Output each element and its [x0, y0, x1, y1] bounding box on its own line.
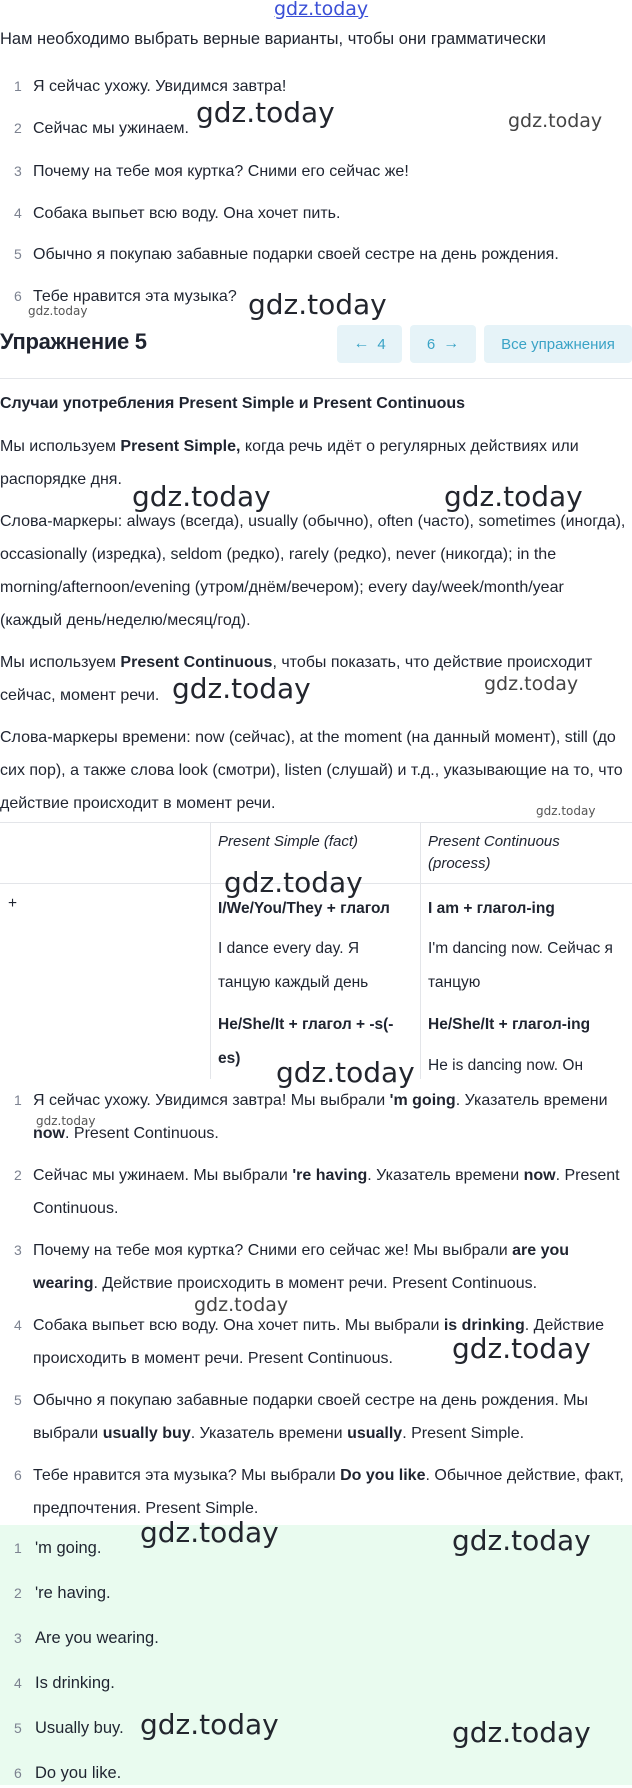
item-number: 2 — [14, 120, 22, 136]
answer-highlight: 're having — [292, 1167, 368, 1184]
text-fragment: . Указатель времени — [367, 1167, 524, 1184]
watermark: gdz.today — [444, 480, 583, 513]
item-number: 1 — [14, 1540, 22, 1556]
text-fragment: Обычно я покупаю забавные подарки своей сестре на день рождения. Мы выбрали — [33, 1392, 589, 1442]
text-fragment: Почему на тебе моя куртка? Сними его сейчас же! Мы выбрали — [33, 1242, 513, 1259]
watermark: gdz.today — [140, 1708, 279, 1741]
theory-heading: Случаи употребления Present Simple и Present Continuous — [0, 395, 466, 412]
item-number: 1 — [14, 1092, 22, 1108]
short-answers-panel — [0, 1525, 632, 1785]
text-fragment: . Present Continuous. — [65, 1125, 219, 1142]
answer-highlight: usually buy — [102, 1425, 191, 1442]
watermark: gdz.today — [36, 1114, 96, 1128]
text-fragment: . Указатель времени — [455, 1092, 608, 1109]
table-row-sign: + — [8, 895, 18, 912]
item-text: 'm going. — [35, 1539, 102, 1557]
item-number: 6 — [14, 1765, 22, 1781]
watermark: gdz.today — [484, 673, 579, 695]
text-fragment: Мы используем — [0, 654, 121, 671]
theory-markers-continuous: Слова-маркеры времени: now (сейчас), at the moment (на данный момент), still (до сих пор), а также слова look (смотри), listen (слушай) и т.д., указывающие на то, что действие происходит в момент речи. — [0, 729, 623, 812]
item-number: 1 — [14, 78, 22, 94]
watermark: gdz.today — [452, 1524, 591, 1557]
text-fragment: , чтобы показать, что действие происходит сейчас, момент речи. — [0, 654, 593, 704]
item-text: Usually buy. — [35, 1719, 124, 1737]
term-present-simple: Present Simple, — [120, 438, 241, 455]
table-cell: I dance every day. Я танцую каждый день — [218, 940, 369, 991]
item-text — [33, 1384, 626, 1450]
all-exercises-label: Все упражнения — [501, 335, 615, 353]
table-cell: He is dancing now. Он — [428, 1057, 584, 1074]
item-text: Тебе нравится эта музыка? — [33, 288, 237, 305]
item-text — [33, 1459, 626, 1525]
divider — [0, 378, 632, 379]
next-exercise-button[interactable] — [410, 325, 476, 363]
watermark: gdz.today — [248, 288, 387, 321]
table-cell: I am + глагол-ing — [428, 900, 555, 917]
item-number: 6 — [14, 288, 22, 304]
item-number: 3 — [14, 1630, 22, 1646]
arrow-right-icon: → — [443, 335, 460, 352]
text-fragment: . Present Simple. — [402, 1425, 525, 1442]
watermark: gdz.today — [452, 1716, 591, 1749]
item-number: 4 — [14, 1317, 22, 1333]
item-text: Сейчас мы ужинаем. — [33, 120, 189, 137]
theory-paragraph — [0, 430, 628, 496]
watermark: gdz.today — [194, 1294, 289, 1316]
watermark: gdz.today — [276, 1056, 415, 1089]
all-exercises-button[interactable] — [484, 325, 632, 363]
table-row-divider — [0, 883, 632, 884]
text-fragment: Сейчас мы ужинаем. Мы выбрали — [33, 1167, 293, 1184]
item-text: Do you like. — [35, 1764, 122, 1782]
watermark: gdz.today — [452, 1332, 591, 1365]
answer-highlight: usually — [347, 1425, 403, 1442]
answer-highlight: is drinking — [443, 1317, 525, 1334]
table-cell: I/We/You/They + глагол — [218, 900, 390, 917]
text-fragment: Мы используем — [0, 438, 121, 455]
table-cell: He/She/It + глагол-ing — [428, 1016, 591, 1033]
text-fragment: . Действие происходить в момент речи. Present Continuous. — [33, 1317, 604, 1367]
text-fragment: . Present Continuous. — [33, 1167, 620, 1217]
item-number: 5 — [14, 1720, 22, 1736]
task-instruction: Нам необходимо выбрать верные варианты, чтобы они грамматически — [0, 30, 546, 48]
item-text — [33, 1234, 626, 1300]
answer-highlight: 'm going — [389, 1092, 456, 1109]
item-text: 're having. — [35, 1584, 111, 1602]
item-number: 5 — [14, 1392, 22, 1408]
watermark: gdz.today — [132, 480, 271, 513]
answer-highlight: Do you like — [340, 1467, 426, 1484]
item-number: 4 — [14, 205, 22, 221]
theory-markers-simple: Слова-маркеры: always (всегда), usually (обычно), often (часто), sometimes (иногда), occasionally (изредка), seldom (редко), rarely (редко), never (никогда); in the morning/afternoon/evening (утром/днём/вечером); every day/week/month/year (каждый день/неделю/месяц/год). — [0, 513, 626, 629]
exercise-title: Упражнение 5 — [0, 329, 147, 354]
table-cell: He/She/It + глагол + -s(-es) — [218, 1016, 394, 1067]
next-exercise-label: 6 — [426, 335, 436, 353]
arrow-left-icon: ← — [353, 335, 370, 352]
table-header-simple: Present Simple (fact) — [218, 833, 359, 850]
item-text: Собака выпьет всю воду. Она хочет пить. — [33, 205, 341, 222]
answer-highlight: now — [523, 1167, 556, 1184]
item-text: Is drinking. — [35, 1674, 115, 1692]
text-fragment: Тебе нравится эта музыка? Мы выбрали — [33, 1467, 341, 1484]
text-fragment: . Указатель времени — [190, 1425, 348, 1442]
table-column-divider — [420, 823, 421, 1079]
watermark: gdz.today — [172, 672, 311, 705]
text-fragment: Собака выпьет всю воду. Она хочет пить. Мы выбрали — [33, 1317, 444, 1334]
theory-paragraph — [0, 646, 628, 712]
watermark: gdz.today — [536, 804, 596, 818]
text-fragment: Я сейчас ухожу. Увидимся завтра! Мы выбрали — [33, 1092, 390, 1109]
watermark: gdz.today — [224, 866, 363, 899]
item-text: Обычно я покупаю забавные подарки своей сестре на день рождения. — [33, 246, 559, 263]
item-number: 2 — [14, 1585, 22, 1601]
table-column-divider — [210, 823, 211, 1079]
watermark: gdz.today — [28, 304, 88, 318]
watermark: gdz.today — [508, 110, 603, 132]
item-number: 6 — [14, 1467, 22, 1483]
item-text — [33, 1084, 626, 1150]
watermark: gdz.today — [196, 96, 335, 129]
item-number: 3 — [14, 163, 22, 179]
text-fragment: . Действие происходить в момент речи. Present Continuous. — [93, 1275, 538, 1292]
answer-highlight: are you wearing — [33, 1242, 570, 1292]
text-fragment: . Обычное действие, факт, предпочтения. Present Simple. — [33, 1467, 624, 1517]
prev-exercise-label: 4 — [377, 335, 386, 353]
term-present-continuous: Present Continuous — [120, 654, 273, 671]
watermark: gdz.today — [140, 1516, 279, 1549]
item-text: Я сейчас ухожу. Увидимся завтра! — [33, 78, 287, 95]
item-number: 4 — [14, 1675, 22, 1691]
item-number: 3 — [14, 1242, 22, 1258]
item-number: 5 — [14, 246, 22, 262]
watermark: gdz.today — [274, 0, 369, 20]
item-text: Почему на тебе моя куртка? Сними его сейчас же! — [33, 163, 409, 180]
table-cell: I'm dancing now. Сейчас я танцую — [428, 940, 613, 991]
item-number: 2 — [14, 1167, 22, 1183]
item-text: Are you wearing. — [35, 1629, 159, 1647]
prev-exercise-button[interactable] — [337, 325, 402, 363]
item-text — [33, 1309, 626, 1375]
text-fragment: когда речь идёт о регулярных действиях или распорядке дня. — [0, 438, 579, 488]
item-text — [33, 1159, 626, 1225]
table-header-continuous: Present Continuous (process) — [428, 833, 560, 872]
tense-table — [0, 822, 632, 1079]
answer-highlight: now — [33, 1125, 65, 1142]
